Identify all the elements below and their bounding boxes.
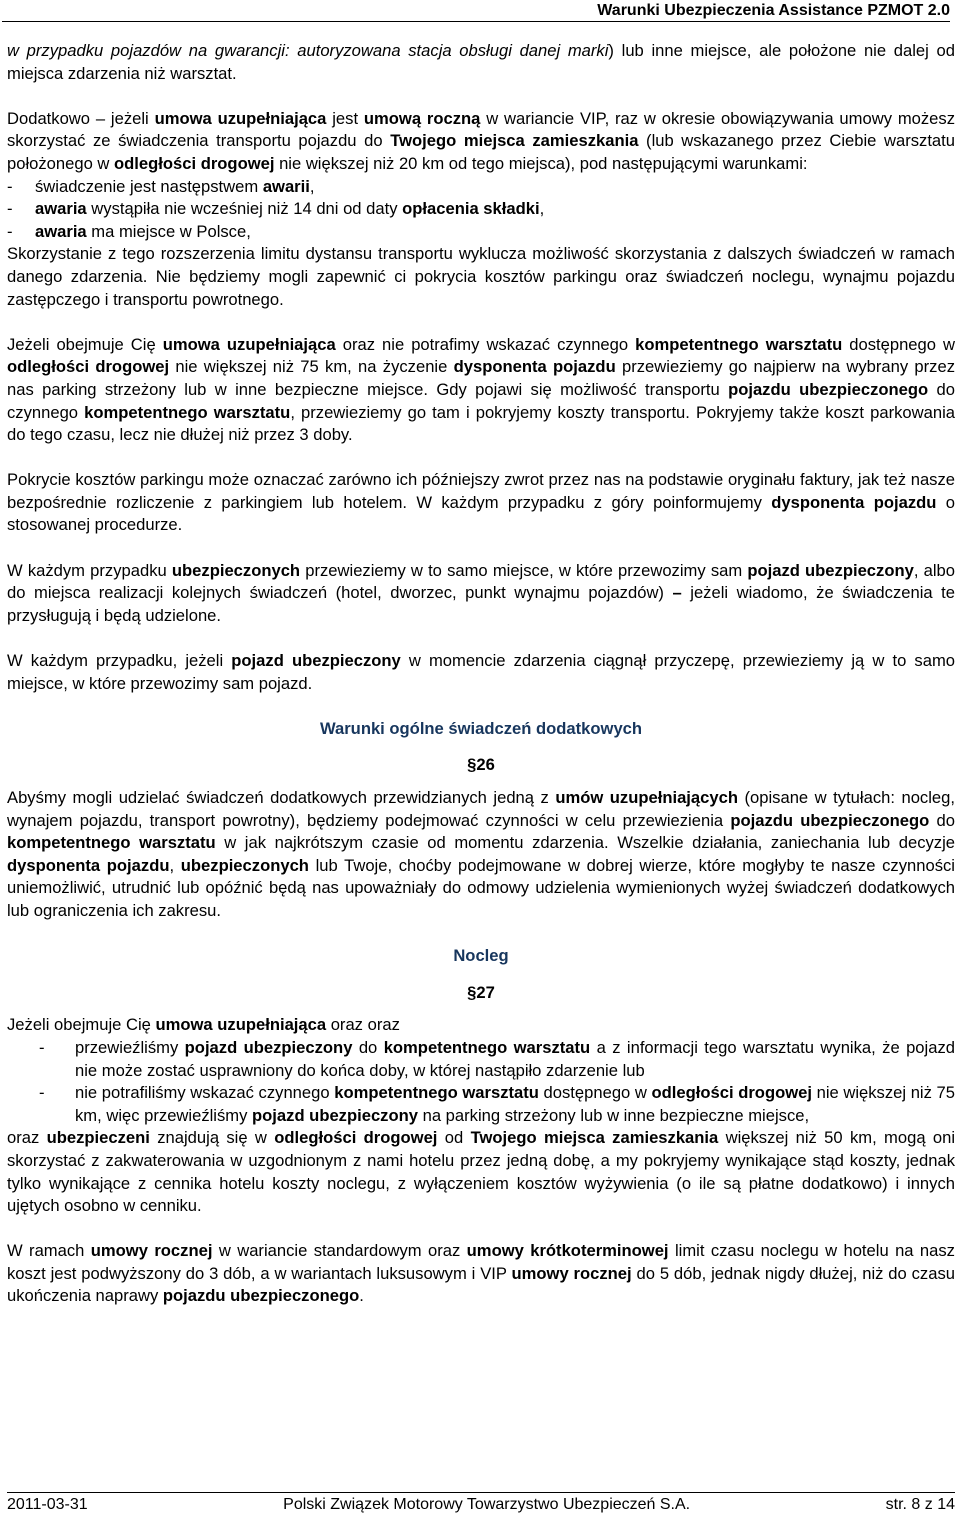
text: , albo do miejsca realizacji kolejnych świadczeń (hotel, dworzec, punkt wynajmu pojazdów) [7, 560, 955, 603]
text: o stosowanej procedurze. [7, 492, 955, 535]
list-item [7, 198, 955, 221]
section-title: Warunki ogólne świadczeń dodatkowych [319, 718, 643, 738]
text: W ramach [7, 1241, 91, 1261]
bold-term: dysponenta pojazdu [453, 357, 616, 377]
footer-page-number: str. 8 z 14 [885, 1496, 955, 1513]
text: , [309, 176, 315, 196]
text: w wariancie VIP, raz w okresie obowiązywania umowy możesz skorzystać ze świadczenia transportu pojazdu do [7, 108, 955, 151]
list-item [7, 176, 955, 199]
bold-term: kompetentnego warsztatu [7, 833, 216, 853]
bold-term: umowa uzupełniająca [155, 1015, 327, 1035]
text: przewieziemy go najpierw na wybrany przez nas parking strzeżony lub w inne bezpieczne miejsce. Gdy pojawi się możliwość transportu [7, 357, 955, 399]
section-sign: § [467, 755, 477, 775]
text: większej niż 50 km, mogą oni skorzystać z zakwaterowania w uzgodnionym z nami hotelu przez jedną dobę, a my pokryjemy wynikające stąd koszty, jednak tylko wynikające z cennika hotelu koszty noclegu, z wyłączeniem kosztów wyżywienia (o ile są płatne dodatkowo) i innych ujętych osobno w cenniku. [7, 1128, 956, 1216]
paragraph-trailer [7, 650, 955, 695]
text: lub Twoje, choćby podejmowane w dobrej wierze, które mogłyby te nasze czynności uniemożliwić, utrudnić lub opóźnić będą nas upoważniały do odmowy udzielenia wymienionych wyżej świadczeń dodatkowych lub ograniczenia ich zakresu. [7, 855, 955, 920]
list-item [7, 1082, 955, 1127]
page-header: Warunki Ubezpieczenia Assistance PZMOT 2.0 [2, 0, 950, 22]
bold-term: pojazd ubezpieczony [231, 651, 401, 671]
list-dash: - [39, 1037, 45, 1057]
bold-term: kompetentnego warsztatu [334, 1083, 539, 1103]
text: Dodatkowo – jeżeli [7, 108, 155, 128]
intro-paragraph [7, 40, 955, 85]
text: ma miejsce w Polsce, [86, 221, 251, 241]
text: w wariancie standardowym oraz [212, 1241, 467, 1261]
paragraph-exclusion: Skorzystanie z tego rozszerzenia limitu dystansu transportu wyklucza możliwość skorzystania z dalszych świadczeń w ramach danego zdarzenia. Nie będziemy mogli zapewnić ci pokrycia kosztów parkingu oraz świadczeń noclegu, wynajmu pojazdu zastępczego i transportu powrotnego. [7, 244, 955, 309]
text: Jeżeli obejmuje Cię [7, 1015, 156, 1035]
text: oraz nie potrafimy wskazać czynnego [335, 334, 636, 354]
text: do czynnego [7, 379, 955, 422]
text: , [539, 199, 545, 219]
bold-term: pojazdu ubezpieczonego [730, 810, 930, 830]
text: do [352, 1037, 384, 1057]
text: a z informacji tego warsztatu wynika, że pojazd nie może zostać usprawniony do końca doby, w której nastąpiło zdarzenie lub [75, 1037, 955, 1080]
footer-date: 2011-03-31 [7, 1496, 88, 1513]
text: (opisane w tytułach: nocleg, wynajem pojazdu, transport powrotny), będziemy podejmować czynności w celu przewiezienia [7, 788, 955, 830]
text: ) lub inne miejsce, ale położone nie dalej od miejsca zdarzenia niż warsztat. [7, 41, 955, 83]
bold-term: kompetentnego warsztatu [383, 1037, 591, 1057]
text: przewieziemy w to samo miejsce, w które przewozimy sam [300, 560, 748, 580]
list-item-text [35, 176, 955, 199]
page-footer [7, 1492, 955, 1515]
list-item-text [35, 198, 955, 221]
bold-term: umowy krótkoterminowej [466, 1241, 669, 1261]
bold-term: kompetentnego warsztatu [84, 402, 291, 422]
list-item-text [35, 221, 955, 244]
text: , przewieziemy go tam i pokryjemy koszty transportu. Pokryjemy także koszt parkowania do tego czasu, lecz nie dłużej niż przez 3 doby. [7, 402, 955, 445]
bold-term: umową roczną [363, 108, 481, 128]
section-number-value: 27 [476, 982, 495, 1002]
bold-term: pojazd ubezpieczony [747, 560, 914, 580]
italic-text: w przypadku pojazdów na gwarancji: autoryzowana stacja obsługi danej marki [7, 41, 609, 60]
bold-term: umów uzupełniających [555, 788, 738, 807]
bold-term: pojazdu ubezpieczonego [728, 379, 929, 399]
text: oraz [7, 1128, 47, 1148]
bold-term: awaria [35, 199, 87, 219]
text: nie potrafiliśmy wskazać czynnego [75, 1083, 335, 1103]
bold-term: awaria [35, 221, 87, 241]
document-body [7, 40, 955, 1308]
text: od [437, 1128, 471, 1148]
bold-term: dysponenta pojazdu [7, 855, 170, 875]
bold-term: Twojego miejsca zamieszkania [390, 131, 639, 151]
text: Pokrycie kosztów parkingu może oznaczać zarówno ich późniejszy zwrot przez nas na podstawie oryginału faktury, jak też nasze bezpośrednie rozliczenie z parkingiem lub hotelem. W każdym przypadku z góry poinformujemy [7, 470, 955, 512]
list-item-text [75, 1037, 955, 1082]
text: na parking strzeżony lub w inne bezpieczne miejsce, [418, 1105, 810, 1125]
paragraph-accommodation-limit [7, 1240, 955, 1308]
bold-term: awarii [262, 176, 310, 196]
text: nie większej niż 75 km, na życzenie [169, 357, 454, 377]
bold-term: dysponenta pojazdu [771, 492, 937, 512]
list-item [7, 221, 955, 244]
text: nie większej niż 75 km, więc przewieźliśmy [75, 1083, 955, 1125]
bold-term: odległości drogowej [651, 1083, 812, 1103]
text: nie większej niż 20 km od tego miejsca), pod następującymi warunkami: [274, 153, 808, 173]
footer-company: Polski Związek Motorowy Towarzystwo Ubezpieczeń S.A. [283, 1496, 691, 1513]
paragraph-accommodation-terms [7, 1127, 955, 1217]
bold-term: pojazd ubezpieczony [184, 1037, 353, 1057]
text: jeżeli wiadomo, że świadczenia te przysługują i będą udzielone. [7, 583, 955, 625]
text: W każdym przypadku, jeżeli [7, 651, 232, 671]
bold-term: pojazd ubezpieczony [252, 1105, 418, 1125]
section-sign: § [467, 982, 477, 1002]
text: do 5 dób, jednak nigdy dłużej, niż do czasu ukończenia naprawy [7, 1263, 955, 1306]
list-item [7, 1037, 955, 1082]
text: (lub wskazanego przez Ciebie warsztatu położonego w [7, 131, 955, 173]
text: w momencie zdarzenia ciągnął przyczepę, przewieziemy ją w to samo miejsce, w które przewozimy sam pojazd. [7, 651, 955, 693]
section-title: Nocleg [453, 946, 509, 966]
bold-term: opłacenia składki [402, 199, 540, 219]
text: . [359, 1286, 364, 1306]
bold-term: umowy rocznej [511, 1263, 632, 1283]
text: do [929, 810, 956, 830]
bold-term: umowa uzupełniająca [154, 108, 327, 128]
list-dash: - [39, 1083, 45, 1103]
text: wystąpiła nie wcześniej niż 14 dni od daty [86, 199, 403, 219]
text: jest [326, 108, 364, 128]
paragraph-accommodation-intro [7, 1014, 955, 1037]
bold-term: pojazdu ubezpieczonego [162, 1286, 360, 1306]
bold-term: Twojego miejsca zamieszkania [470, 1128, 719, 1148]
list-dash: - [7, 176, 13, 196]
text: przewieźliśmy [75, 1037, 185, 1057]
text: świadczenie jest następstwem [35, 176, 263, 196]
section-number [7, 982, 955, 1005]
text: znajdują się w [149, 1128, 275, 1148]
list-item-text [75, 1082, 955, 1127]
bold-term: odległości drogowej [274, 1128, 438, 1148]
bold-term: ubezpieczonych [180, 855, 309, 875]
list-dash: - [7, 221, 13, 241]
paragraph-parking [7, 334, 955, 447]
bold-term: ubezpieczonych [171, 560, 301, 580]
text: Jeżeli obejmuje Cię [7, 334, 163, 354]
text: Abyśmy mogli udzielać świadczeń dodatkowych przewidzianych jedną z [7, 788, 556, 807]
section-number-value: 26 [476, 755, 495, 775]
bold-term: ubezpieczeni [46, 1128, 150, 1148]
text: , [169, 855, 181, 875]
paragraph-vip-transport [7, 108, 955, 176]
list-dash: - [7, 199, 13, 219]
text: W każdym przypadku [7, 560, 172, 580]
text: dostępnego w [842, 334, 955, 354]
bold-term: kompetentnego warsztatu [635, 334, 843, 354]
bold-dash: – [672, 583, 682, 603]
bold-term: odległości drogowej [114, 153, 275, 173]
text: oraz oraz [326, 1015, 400, 1035]
bold-term: umowa uzupełniająca [162, 334, 336, 354]
bold-term: odległości drogowej [7, 357, 170, 377]
text: w jak najkrótszym czasie od momentu zdarzenia. Wszelkie działania, zaniechania lub decyzje [215, 833, 955, 853]
paragraph-insured-transport [7, 560, 955, 628]
section-number [7, 754, 955, 777]
bold-term: umowy rocznej [90, 1241, 213, 1261]
paragraph-parking-costs [7, 469, 955, 537]
paragraph-general-conditions [7, 787, 955, 923]
text: dostępnego w [538, 1083, 652, 1103]
text: limit czasu noclegu w hotelu na nasz koszt jest podwyższony do 3 dób, a w wariantach luksusowym i VIP [7, 1241, 955, 1283]
